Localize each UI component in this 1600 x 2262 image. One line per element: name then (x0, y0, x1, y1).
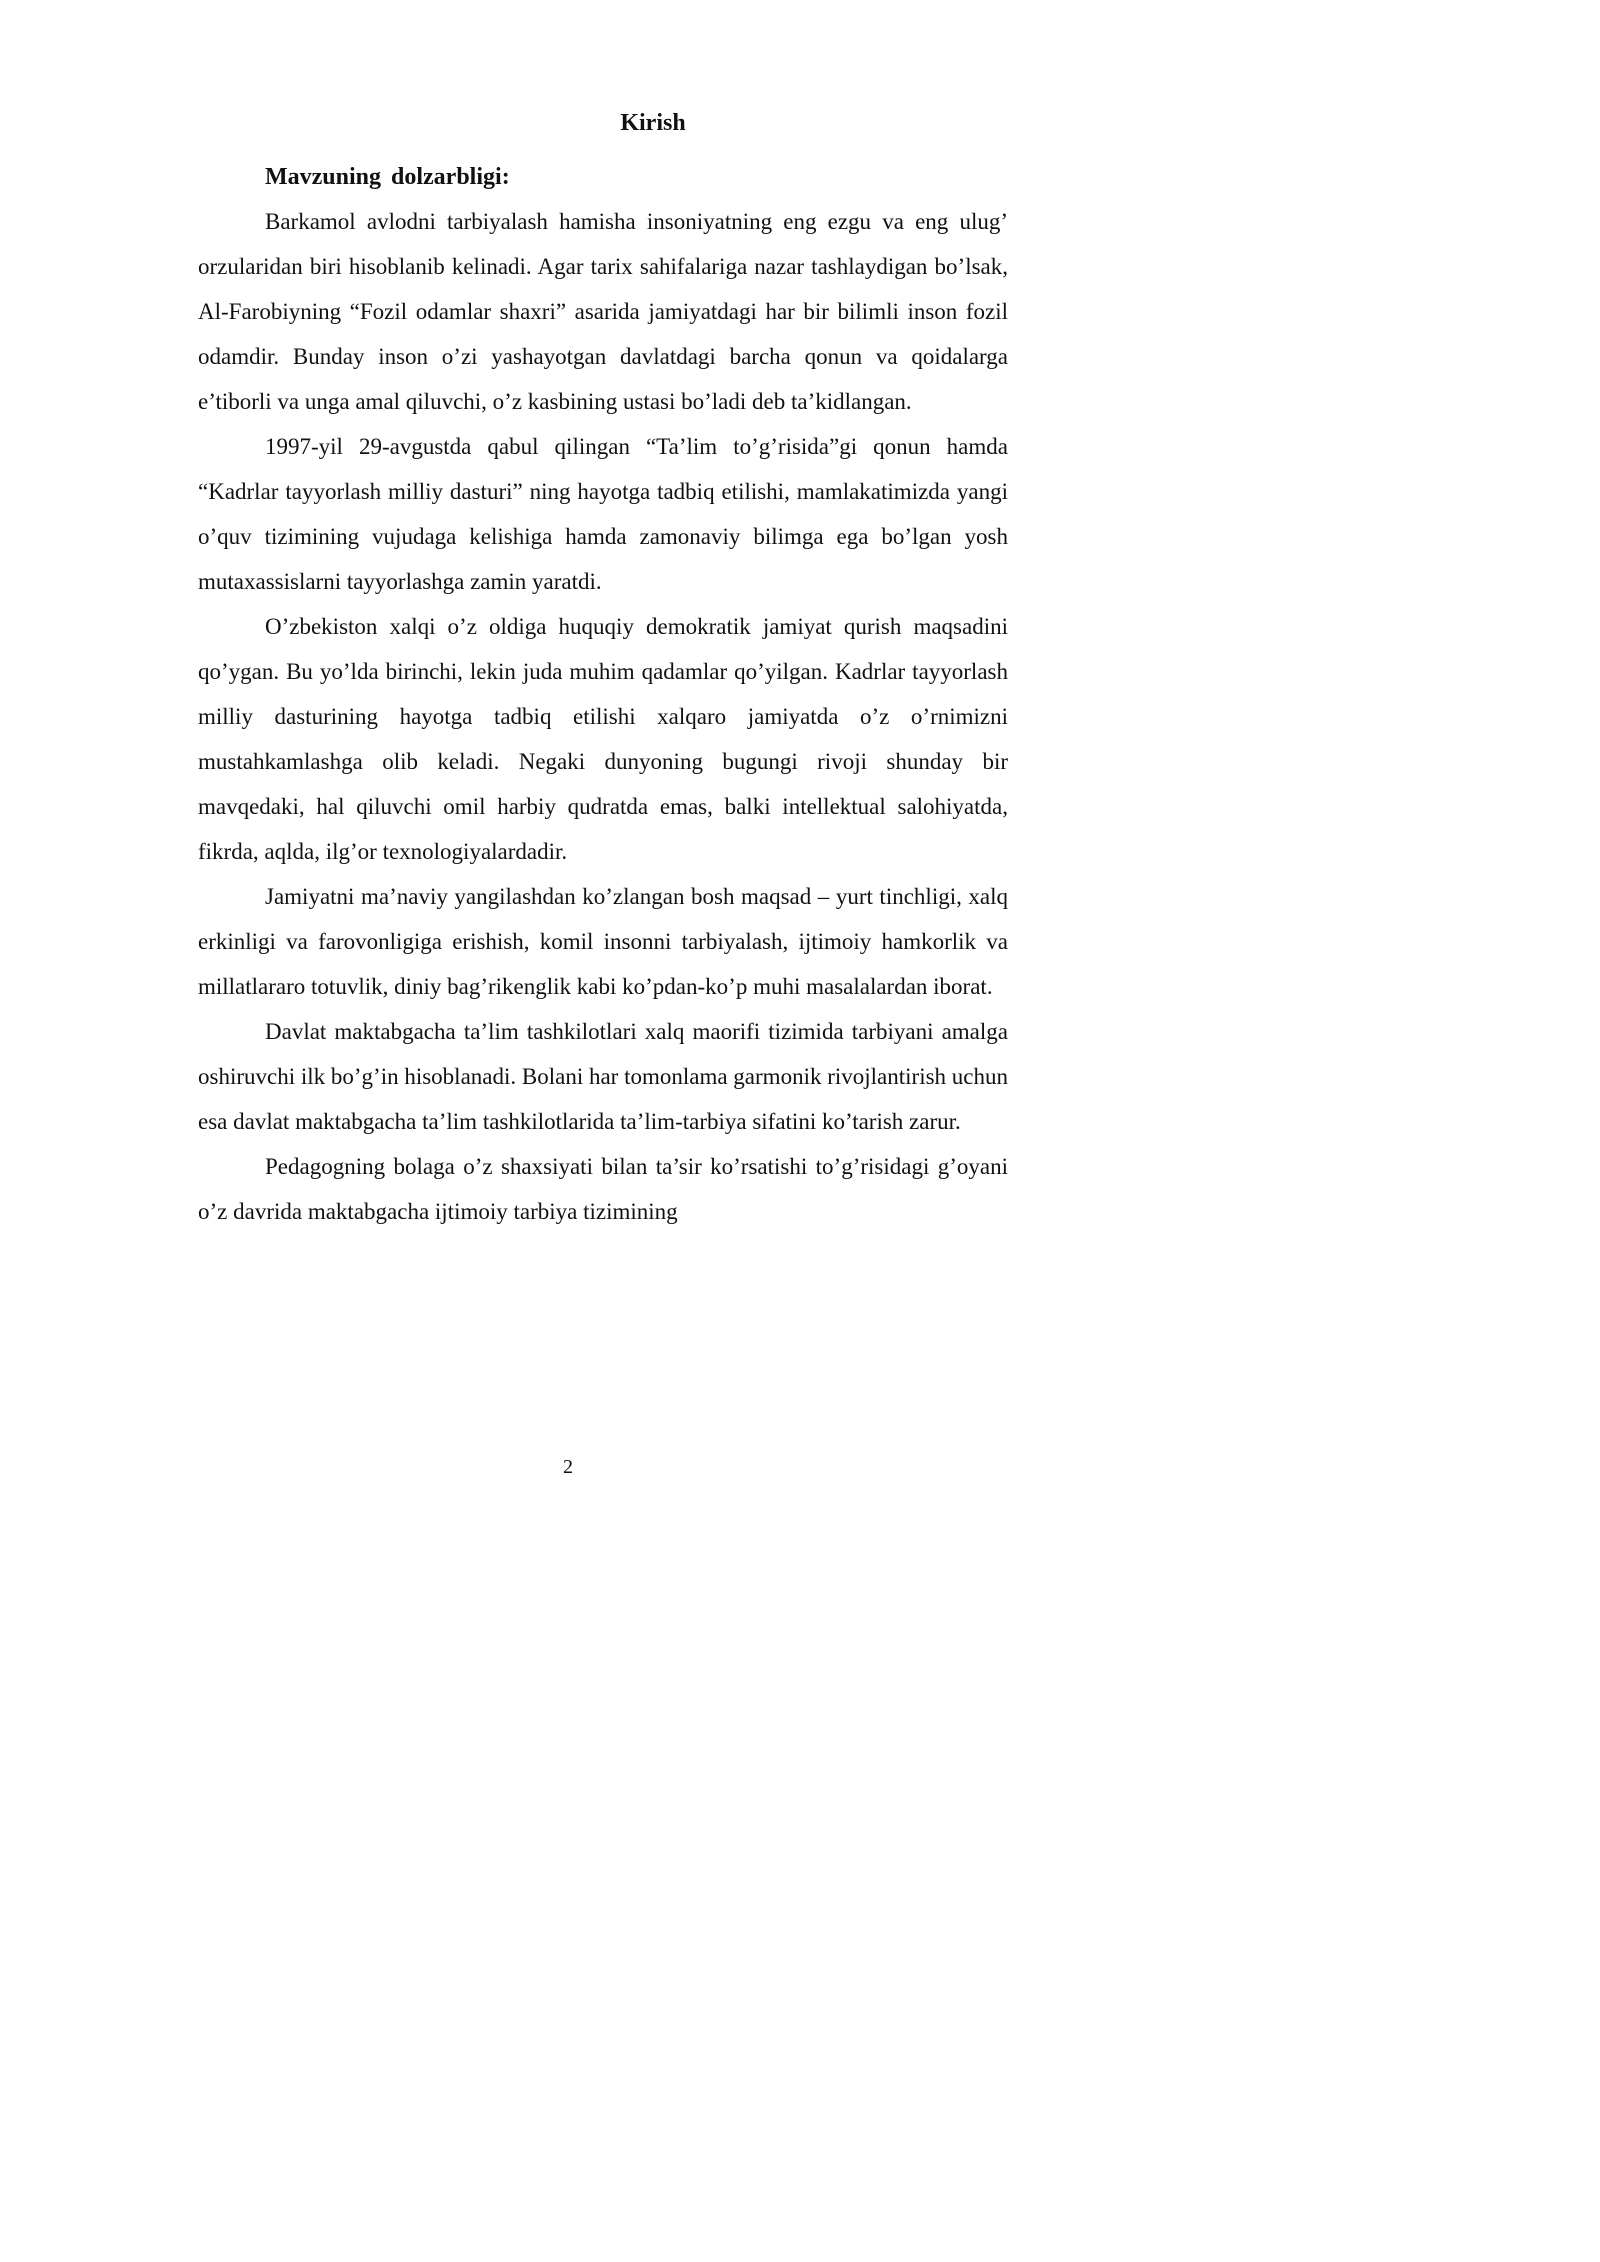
paragraph-5: Davlat maktabgacha ta’lim tashkilotlari xalq maorifi tizimida tarbiyani amalga oshiruvchi ilk bo’g’in hisoblanadi. Bolani har tomonlama garmonik rivojlantirish uchun esa davlat maktabgacha ta’lim tashkilotlarida ta’lim-tarbiya sifatini ko’tarish zarur. (198, 1019, 1008, 1134)
page-number: 2 (563, 1456, 573, 1478)
page-title: Kirish (620, 110, 686, 136)
paragraph-3: O’zbekiston xalqi o’z oldiga huquqiy demokratik jamiyat qurish maqsadini qo’ygan. Bu yo’lda birinchi, lekin juda muhim qadamlar qo’yilgan. Kadrlar tayyorlash milliy dasturining hayotga tadbiq etilishi xalqaro jamiyatda o’z o’rnimizni mustahkamlashga olib keladi. Negaki dunyoning bugungi rivoji shunday bir mavqedaki, hal qiluvchi omil harbiy qudratda emas, balki intellektual salohiyatda, fikrda, aqlda, ilg’or texnologiyalardadir. (198, 614, 1008, 864)
paragraph-2: 1997-yil 29-avgustda qabul qilingan “Ta’lim to’g’risida”gi qonun hamda “Kadrlar tayyorlash milliy dasturi” ning hayotga tadbiq etilishi, mamlakatimizda yangi o’quv tizimining vujudaga kelishiga hamda zamonaviy bilimga ega bo’lgan yosh mutaxassislarni tayyorlashga zamin yaratdi. (198, 434, 1008, 594)
paragraph-1: Barkamol avlodni tarbiyalash hamisha insoniyatning eng ezgu va eng ulug’ orzularidan biri hisoblanib kelinadi. Agar tarix sahifalariga nazar tashlaydigan bo’lsak, Al-Farobiyning “Fozil odamlar shaxri” asarida jamiyatdagi har bir bilimli inson fozil odamdir. Bunday inson o’zi yashayotgan davlatdagi barcha qonun va qoidalarga e’tiborli va unga amal qiluvchi, o’z kasbining ustasi bo’ladi deb ta’kidlangan. (198, 209, 1008, 414)
paragraph-6: Pedagogning bolaga o’z shaxsiyati bilan ta’sir ko’rsatishi to’g’risidagi g’oyani o’z davrida maktabgacha ijtimoiy tarbiya tizimining (198, 1154, 1008, 1224)
document-page (0, 0, 1100, 1555)
page-content (198, 105, 1008, 1234)
paragraph-4: Jamiyatni ma’naviy yangilashdan ko’zlangan bosh maqsad – yurt tinchligi, xalq erkinligi va farovonligiga erishish, komil insonni tarbiyalash, ijtimoiy hamkorlik va millatlararo totuvlik, diniy bag’rikenglik kabi ko’pdan-ko’p muhi masalalardan iborat. (198, 884, 1008, 999)
section-heading: Mavzuning dolzarbligi: (265, 164, 510, 190)
